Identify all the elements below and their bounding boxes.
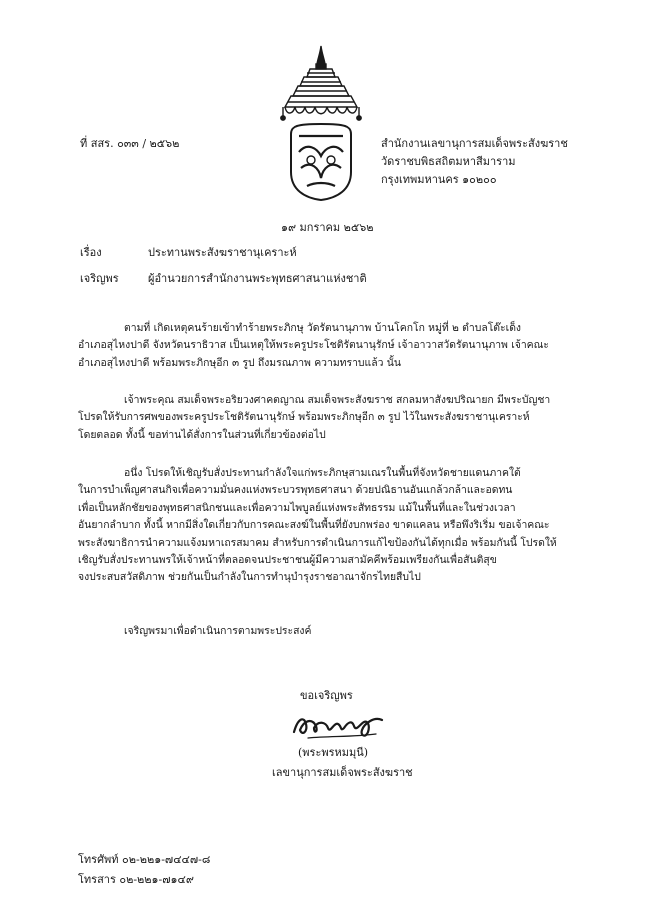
signer-title: เลขานุการสมเด็จพระสังฆราช [272, 766, 413, 779]
body-line: เจ้าพระคุณ สมเด็จพระอริยวงศาคตญาณ สมเด็จพระสังฆราช สกลมหาสังฆปริณายก มีพระบัญชา [124, 394, 551, 406]
body-line: เชิญรับสั่งประทานพรให้เจ้าหน้าที่ตลอดจนประชาชนผู้มีความสามัคคีพร้อมเพรียงกันเพื่อสันติสุข [78, 554, 497, 567]
subject-label: เรื่อง [80, 246, 102, 259]
reference-number: ที่ สสร. ๐๓๓ / ๒๕๖๒ [80, 137, 180, 150]
signer-name: (พระพรหมมุนี) [298, 746, 369, 759]
body-line: จงประสบสวัสดิภาพ ช่วยกันเป็นกำลังในการทำนุบำรุงราชอาณาจักรไทยสืบไป [78, 571, 421, 584]
addressee-label: เจริญพร [80, 272, 119, 285]
closing-text: ขอเจริญพร [300, 689, 353, 702]
letter-date: ๑๙ มกราคม ๒๕๖๒ [281, 221, 374, 234]
body-line: เพื่อเป็นหลักชัยของพุทธศาสนิกชนและเพื่อความไพบูลย์แห่งพระสัทธรรม แม้ในพื้นที่และในช่วงเวลา [78, 501, 516, 514]
body-line: อันยากลำบาก ทั้งนี้ หากมีสิ่งใดเกี่ยวกับการคณะสงฆ์ในพื้นที่ยังบกพร่อง ขาดแคลน หรือพึงริเริ่ม ขอเจ้าคณะ [78, 519, 550, 532]
body-line: อนึ่ง โปรดให้เชิญรับสั่งประทานกำลังใจแก่พระภิกษุสามเณรในพื้นที่จังหวัดชายแดนภาคใต้ [124, 467, 521, 479]
office-temple: วัดราชบพิธสถิตมหาสีมาราม [381, 155, 516, 168]
emblem-icon [277, 44, 365, 202]
subject-text: ประทานพระสังฆราชานุเคราะห์ [148, 246, 297, 259]
signature-icon [290, 710, 386, 742]
office-city: กรุงเทพมหานคร ๑๐๒๐๐ [381, 173, 497, 186]
body-paragraph-1 [78, 320, 573, 372]
body-line: พระสังฆาธิการนำความแจ้งมหาเถรสมาคม สำหรับการดำเนินการแก้ไขป้องกันได้ทุกเมื่อ พร้อมกันนี้ โปรดให้ [78, 536, 557, 549]
addressee-text: ผู้อำนวยการสำนักงานพระพุทธศาสนาแห่งชาติ [148, 272, 367, 285]
body-paragraph-2 [78, 392, 573, 444]
body-line: อำเภอสุไหงปาดี จังหวัดนราธิวาส เป็นเหตุให้พระครูประโชติรัตนานุรักษ์ เจ้าอาวาสวัดรัตนานุภาพ เจ้าคณะ [78, 339, 549, 352]
phone-number: โทรศัพท์ ๐๒-๒๒๑-๗๔๔๗-๘ [78, 853, 211, 866]
body-paragraph-3 [78, 465, 573, 587]
body-line: เจริญพรมาเพื่อดำเนินการตามพระประสงค์ [124, 625, 312, 637]
body-paragraph-4 [78, 623, 573, 640]
body-line: ตามที่ เกิดเหตุคนร้ายเข้าทำร้ายพระภิกษุ วัดรัตนานุภาพ บ้านโคกโก หมู่ที่ ๒ ตำบลโต๊ะเด็ง [124, 322, 522, 334]
body-line: อำเภอสุไหงปาดี พร้อมพระภิกษุอีก ๓ รูป ถึงมรณภาพ ความทราบแล้ว นั้น [78, 356, 401, 369]
office-name: สำนักงานเลขานุการสมเด็จพระสังฆราช [381, 137, 568, 150]
fax-number: โทรสาร ๐๒-๒๒๑-๗๑๔๙ [78, 873, 194, 886]
body-line: ในการบำเพ็ญศาสนกิจเพื่อความมั่นคงแห่งพระบวรพุทธศาสนา ด้วยปณิธานอันแกล้วกล้าและอดทน [78, 484, 513, 497]
body-line: โปรดให้รับการศพของพระครูประโชติรัตนานุรักษ์ พร้อมพระภิกษุอีก ๓ รูป ไว้ในพระสังฆราชานุเคราะห์ [78, 411, 530, 424]
body-line: โดยตลอด ทั้งนี้ ขอท่านได้สั่งการในส่วนที่เกี่ยวข้องต่อไป [78, 428, 326, 441]
